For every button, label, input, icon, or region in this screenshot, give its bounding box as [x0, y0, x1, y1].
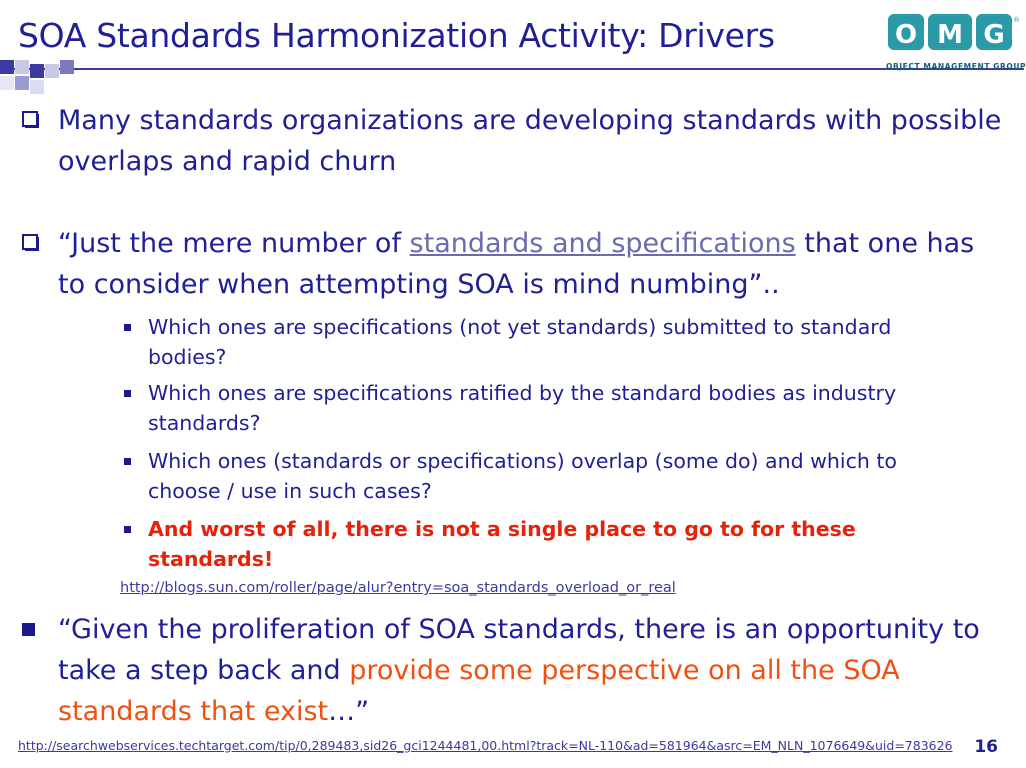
source-link-1[interactable]: http://blogs.sun.com/roller/page/alur?entry=soa_standards_overload_or_real: [120, 580, 676, 596]
hollow-square-icon: [22, 234, 40, 252]
bullet-1-text: Many standards organizations are developing standards with possible overlaps and rapid churn: [58, 105, 1002, 177]
sub-bullet-3-text: Which ones (standards or specifications) overlap (some do) and which to choose / use in such cases?: [148, 449, 897, 503]
standards-link[interactable]: standards and specifications: [409, 228, 796, 259]
bullet-3-text-before: “Given the proliferation of SOA standards, there is an opportunity to take a step back and: [58, 614, 980, 686]
bullet-3-text-after: …”: [328, 696, 370, 727]
svg-text:®: ®: [1013, 16, 1020, 24]
svg-text:O: O: [894, 20, 918, 50]
decorative-squares: [0, 60, 80, 102]
sub-bullet-2: [124, 378, 974, 438]
sub-bullet-4-text: And worst of all, there is not a single place to go to for these standards!: [148, 517, 856, 571]
bullet-2: [22, 223, 1002, 305]
sub-bullet-1: [124, 312, 974, 372]
page-number: 16: [974, 737, 998, 757]
bullet-3-text: [58, 609, 1002, 732]
square-bullet-icon: [124, 526, 131, 533]
square-bullet-icon: [124, 324, 131, 331]
source-link-2[interactable]: http://searchwebservices.techtarget.com/tip/0,289483,sid26_gci1244481,00.html?track=NL-110&ad=581964&asrc=EM_NLN_1076649&uid=783626: [18, 738, 953, 753]
sub-bullet-3: [124, 446, 974, 506]
svg-text:M: M: [937, 20, 963, 50]
square-bullet-icon: [124, 390, 131, 397]
sub-bullet-2-text: Which ones are specifications ratified by the standard bodies as industry standards?: [148, 381, 897, 435]
square-bullet-icon: [124, 458, 131, 465]
slide-title: SOA Standards Harmonization Activity: Drivers: [18, 16, 775, 55]
bullet-2-text-before: “Just the mere number of: [58, 228, 410, 259]
svg-text:G: G: [983, 20, 1005, 50]
logo-subtitle: OBJECT MANAGEMENT GROUP: [886, 62, 1026, 71]
bullet-2-text-after: that one has to consider when attempting SOA is mind numbing”..: [58, 228, 975, 300]
hollow-square-icon: [22, 111, 40, 129]
bullet-3: [22, 609, 1002, 732]
title-divider: [0, 68, 1024, 70]
bullet-1: [22, 100, 1002, 182]
sub-bullet-4: [124, 514, 974, 574]
filled-square-icon: [22, 623, 35, 636]
bullet-2-text: [58, 223, 1002, 305]
sub-bullet-1-text: Which ones are specifications (not yet standards) submitted to standard bodies?: [148, 315, 892, 369]
bullet-3-highlight: provide some perspective on all the SOA standards that exist: [58, 655, 900, 727]
